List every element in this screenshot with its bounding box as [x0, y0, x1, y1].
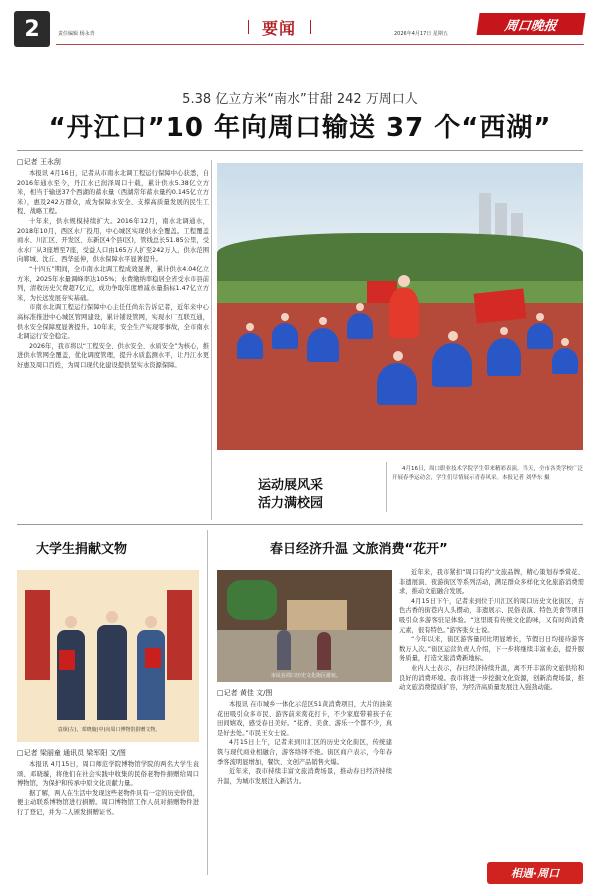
title-rule: [17, 150, 583, 151]
section-divider-left: [248, 20, 249, 34]
story3-paragraph: 4月15日上午，记者来到川汇区的历史文化街区，传统建筑与现代商业相融合，游客络绎不绝。街区商户表示，今年春季客流明显增加，餐饮、文创产品销售火爆。: [217, 739, 392, 766]
photo-tree: [227, 580, 277, 620]
story3-headline: 春日经济升温 文旅消费“花开”: [270, 542, 448, 557]
dancer-head: [448, 331, 458, 341]
photo-headline-line1: 运动展风采: [258, 478, 324, 493]
story3-body: [217, 700, 392, 875]
person: [137, 630, 165, 720]
photo-shopfront: [287, 600, 347, 630]
person: [277, 630, 291, 670]
dancer: [307, 328, 339, 362]
dancer: [487, 338, 521, 376]
lead-byline: □记者 王永刮: [17, 158, 61, 166]
person: [97, 625, 127, 720]
dancer: [432, 343, 472, 387]
lead-subtitle: 5.38 亿立方米“南水”甘甜 242 万周口人: [182, 92, 418, 107]
dancer-head: [281, 313, 289, 321]
story2-paragraph: 据了解，两人在生活中发现这些老物件具有一定的历史价值，便主动联系博物馆进行捐赠。周口博物馆工作人员对捐赠物件进行了登记，并为二人颁发捐赠证书。: [17, 789, 199, 816]
story2-photo-caption: 袁颂(左)、邓晓璇(中)向周口博物馆捐赠文物。: [57, 727, 161, 733]
lead-body: [17, 169, 209, 499]
story3-paragraph: 本报讯 在市城乡一体化示范区51黄消费项目，大片的油菜花田吸引众多市民、游客前来赏花打卡，不少家庭带着孩子在田间嬉戏，感受春日美好。“花香、美食、游乐一个都不少，真是好去处。”市民王女士说。: [217, 701, 392, 737]
column-divider: [207, 530, 208, 875]
dancer: [552, 348, 578, 374]
paper-logo: 周口晚报: [476, 13, 585, 35]
lead-title: “丹江口”10 年向周口输送 37 个“西湖”: [48, 113, 552, 143]
person: [317, 632, 331, 670]
header-rule: [56, 44, 584, 45]
story3-photo-caption: 市民在周口历史文化街区游玩。: [270, 673, 341, 679]
person: [57, 630, 85, 720]
dancer: [377, 363, 417, 405]
editors-credit: 责任编辑 杨永青: [58, 31, 95, 37]
lead-paragraph: 市南水北调工程运行保障中心主任任尚东告诉记者，近年来中心高标准推进中心城区管网建设，累计铺设管网，实现水厂互联互通，供水安全保障度显著提升。10年来，安全生产实现零事故，全市南水北调运行安全稳定。: [17, 304, 209, 341]
photo-banner: [25, 590, 50, 680]
story2-headline: 大学生捐献文物: [36, 542, 128, 557]
lead-paragraph: “十四五”期间，全市南水北调工程成效显著，累计供水4.04亿立方米，2025年水量调峰率达105%；水费缴纳率稳居全省受水市县前列，清收历史欠费超7亿元，成功争取年度增减水量指标1.47亿立方米，为长远发展夯实基础。: [17, 265, 209, 302]
sports-meet-photo: [217, 163, 583, 450]
dancer-head: [536, 313, 544, 321]
story3-paragraph: 4月15日下午，记者来到位于川汇区的周口历史文化街区，古色古香的街巷内人头攒动，非遗展示、民俗表演、特色美食等项目吸引众多游客驻足体验。“这里既有传统文化韵味，又有时尚消费元素，很有特色。”游客张女士说。: [399, 597, 584, 634]
lead-dancer-head: [398, 275, 410, 287]
story2-byline: □记者 梁丽童 通讯员 梁军阳 文/图: [17, 749, 126, 757]
dancer-head: [356, 303, 364, 311]
dancer: [347, 313, 373, 339]
photo-banner: [167, 590, 192, 680]
story3-paragraph: 近年来，我市持续丰富文旅消费场景，推动春日经济持续升温，为城市发展注入新活力。: [217, 768, 392, 785]
lead-dancer: [389, 288, 419, 338]
dancer: [527, 323, 553, 349]
lead-paragraph: 本报讯 4月16日，记者从市南水北调工程运行保障中心获悉，自2016年通水至今，丹江水已润泽周口十载，累计供水5.38亿立方米，相当于输送37个西湖的蓄水量（西湖常年蓄水量约0.145亿立方米），惠及242万群众，成为保障水安全、支撑高质量发展的民生工程、战略工程。: [17, 170, 209, 216]
dancer-head: [246, 323, 254, 331]
section-divider-right: [310, 20, 311, 34]
footer-logo: 相遇·周口: [487, 862, 583, 884]
story3-right-body: [399, 568, 584, 858]
story2-paragraph: 本报讯 4月15日，周口师范学院博物馆学院的两名大学生袁颂、邓晓璇，将他们在社会实践中收集的民俗老物件捐赠给周口博物馆，为保护和传承中原文化贡献力量。: [17, 761, 199, 788]
street-photo: [217, 570, 392, 682]
certificate: [59, 650, 75, 670]
dancer: [237, 333, 263, 359]
lead-paragraph: 十年来，供水规模持续扩大。2016年12月，南水北调通水，2018年10月，西区水厂投用，中心城区实现供水全覆盖。工程覆盖商水、川汇区、开发区、东新区4个县(区)，管线总长51.85公里，受水水厂从3座增至7座，受益人口由165万人扩至242万人，供水范围向郸城、沈丘、西华延伸，供水保障水平显著提升。: [17, 217, 209, 264]
story3-paragraph: “今年以来，街区游客量同比明显增长，节假日日均接待游客数万人次。”街区运营负责人介绍，下一步将继续丰富业态，提升服务质量，打造文旅消费新地标。: [399, 636, 584, 663]
section-rule: [17, 524, 583, 525]
photo-headline-line2: 活力满校园: [258, 496, 324, 511]
story3-byline: □记者 黄佳 文/图: [217, 689, 273, 697]
lead-paragraph: 2026年，我市将以“工程安全、供水安全、水质安全”为核心，推进供水管网全覆盖，优化调度管理，提升水质监测水平，让丹江水更好惠及周口百姓，为周口现代化建设提供坚实水资源保障。: [17, 342, 209, 369]
story3-paragraph: 近年来，我市紧扣“周口有约”文旅品牌，精心策划春季赏花、非遗展演、夜游街区等系列活动，满足群众多样化文化旅游消费需求，推动文旅融合发展。: [399, 569, 584, 596]
person-head: [65, 616, 77, 628]
certificate: [145, 648, 161, 668]
section-name: 要闻: [262, 19, 297, 38]
issue-date: 2026年4月17日 星期五: [394, 31, 448, 37]
person-head: [106, 611, 118, 623]
dancer: [272, 323, 298, 349]
person-head: [145, 616, 157, 628]
red-flag: [474, 288, 527, 323]
story3-paragraph: 业内人士表示，春日经济持续升温，离不开丰富的文旅供给和良好的消费环境。我市将进一步挖掘文化资源，创新消费场景，推动文旅消费提质扩容，为经济高质量发展注入强劲动能。: [399, 664, 584, 692]
dancer-head: [561, 338, 569, 346]
donation-photo: [17, 570, 199, 742]
page-number: 2: [14, 11, 50, 47]
column-divider: [211, 160, 212, 520]
dancer-head: [319, 317, 327, 325]
caption-divider: [386, 462, 387, 512]
dancer-head: [393, 351, 403, 361]
dancer-head: [500, 327, 508, 335]
story2-body: [17, 760, 199, 872]
photo-caption: 4月16日，周口职业技术学院学生带来精彩表演。当天，全市各类学校广泛开展春季运动会，学生们尽情展示青春风采。本报记者 刘华东 摄: [392, 466, 584, 481]
